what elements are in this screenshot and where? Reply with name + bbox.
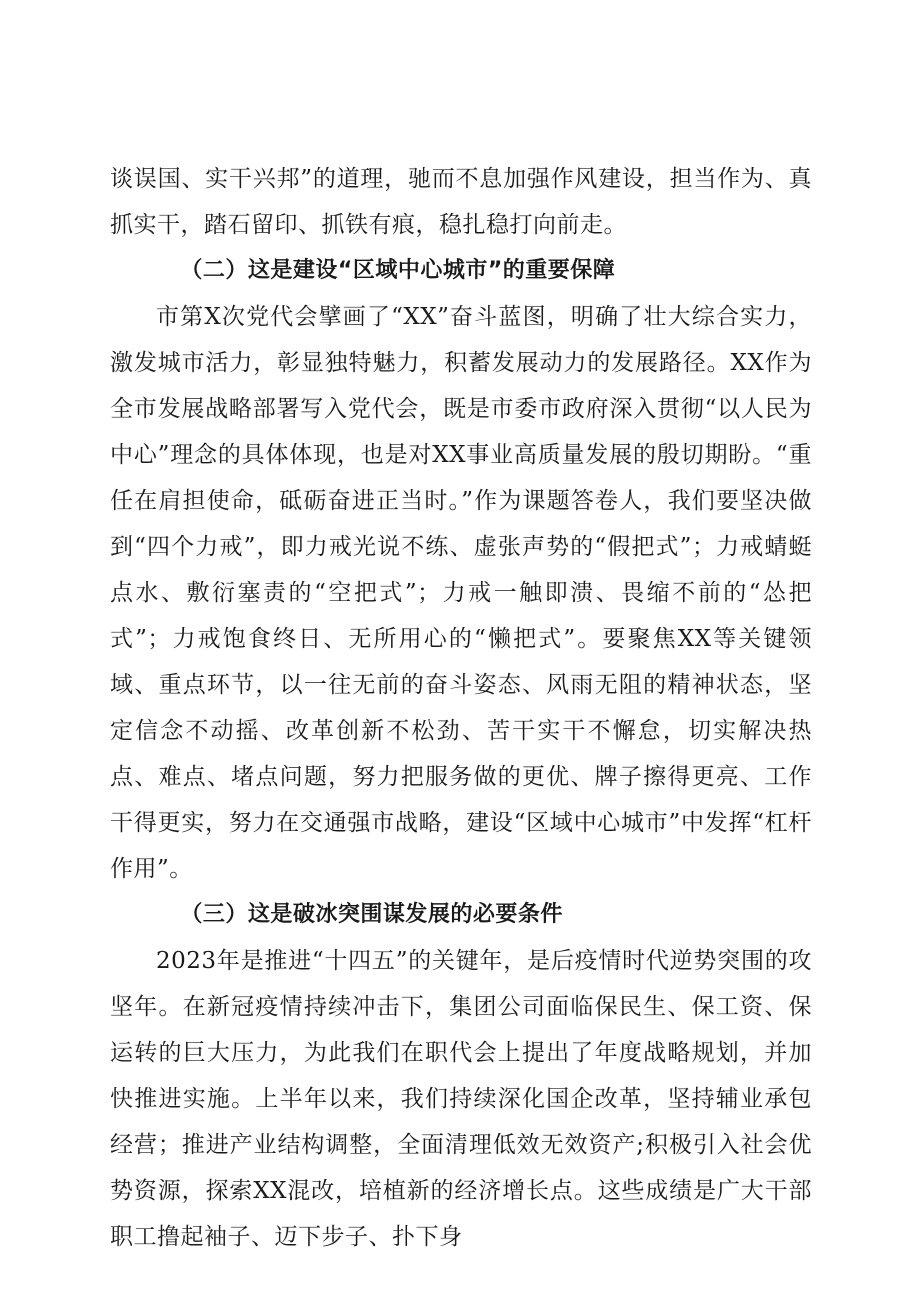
- body-paragraph: 2023年是推进“十四五”的关键年，是后疫情时代逆势突围的攻坚年。在新冠疫情持续冲击下，集团公司面临保民生、保工资、保运转的巨大压力，为此我们在职代会上提出了年度战略规划，并加快推进实施。上半年以来，我们持续深化国企改革，坚持辅业承包经营；推进产业结构调整，全面清理低效无效资产;积极引入社会优势资源，探索XX混改，培植新的经济增长点。这些成绩是广大干部职工撸起袖子、迈下步子、扑下身: [110, 948, 812, 1250]
- section-heading-3: （三）这是破冰突围谋发展的必要条件: [180, 902, 563, 927]
- document-body: [110, 156, 812, 1260]
- body-paragraph: 市第X次党代会擘画了“XX”奋斗蓝图，明确了壮大综合实力，激发城市活力，彰显独特魅力，积蓄发展动力的发展路径。XX作为全市发展战略部署写入党代会，既是市委市政府深入贯彻“以人民为中心”理念的具体体现，也是对XX事业高质量发展的殷切期盼。“重任在肩担使命，砥砺奋进正当时。”作为课题答卷人，我们要坚决做到“四个力戒”，即力戒光说不练、虚张声势的“假把式”；力戒蜻蜓点水、敷衍塞责的“空把式”；力戒一触即溃、畏缩不前的“怂把式”；力戒饱食终日、无所用心的“懒把式”。要聚焦XX等关键领域、重点环节，以一往无前的奋斗姿态、风雨无阻的精神状态，坚定信念不动摇、改革创新不松劲、苦干实干不懈怠，切实解决热点、难点、堵点问题，努力把服务做的更优、牌子擦得更亮、工作干得更实，努力在交通强市战略，建设“区域中心城市”中发挥“杠杆作用”。: [110, 304, 812, 882]
- section-heading-2: （二）这是建设“区域中心城市”的重要保障: [180, 258, 616, 283]
- body-paragraph-continued: 谈误国、实干兴邦”的道理，驰而不息加强作风建设，担当作为、真抓实干，踏石留印、抓铁有痕，稳扎稳打向前走。: [110, 166, 812, 238]
